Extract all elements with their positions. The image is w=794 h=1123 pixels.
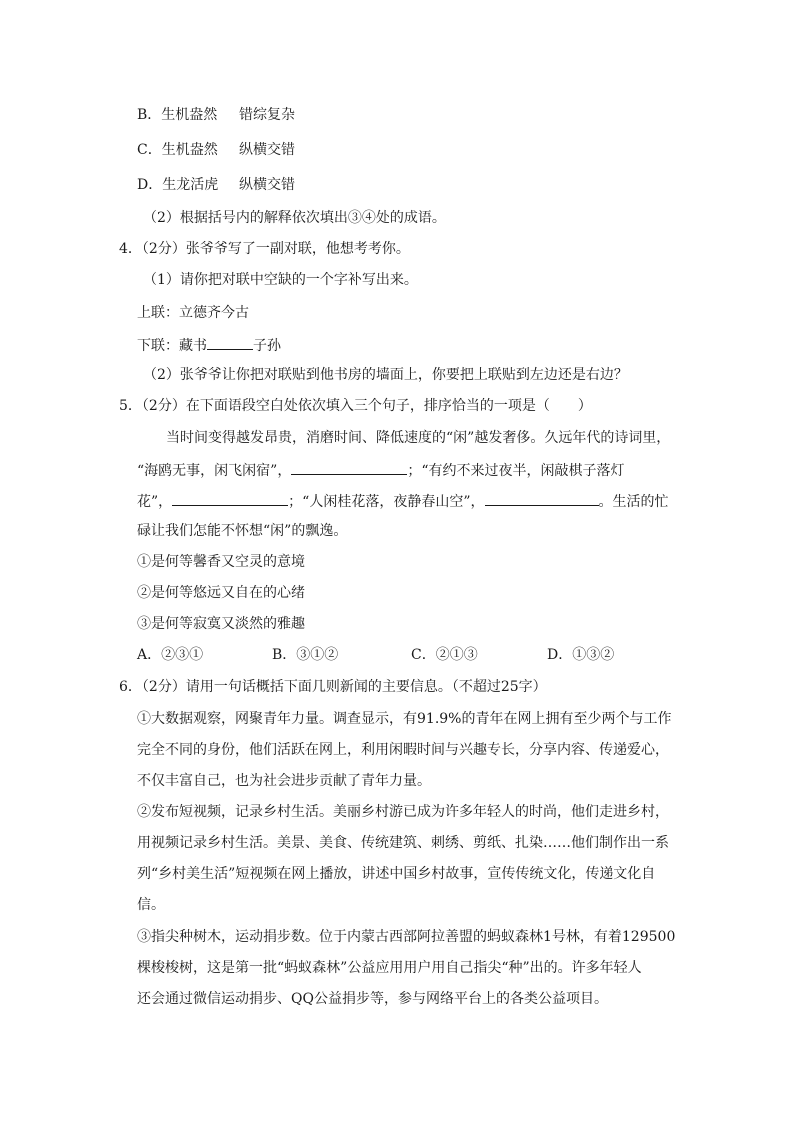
q3-option-b bbox=[137, 106, 295, 124]
q5-choice-d[interactable]: D．①③② bbox=[547, 647, 615, 663]
q5-sentence-1: ①是何等馨香又空灵的意境 bbox=[137, 554, 305, 570]
q4-sub1: （1）请你把对联中空缺的一个字补写出来。 bbox=[143, 272, 418, 288]
q5-passage-line3 bbox=[137, 491, 669, 511]
q3-option-c-label: C．生机盎然 bbox=[137, 142, 218, 158]
q6-news2-line4: 信。 bbox=[137, 897, 165, 913]
q5-p2a: “海鸥无事，闲飞闲宿”， bbox=[137, 463, 292, 479]
q6-news3-line1: ③指尖种树木，运动捐步数。位于内蒙古西部阿拉善盟的蚂蚁森林1号林，有着129500 bbox=[137, 929, 676, 945]
q3-option-d-label: D．生龙活虎 bbox=[137, 177, 219, 193]
q3-option-d bbox=[137, 176, 295, 194]
q6-news1-line3: 不仅丰富自己，也为社会进步贡献了青年力量。 bbox=[137, 773, 431, 789]
q4-lower-couplet bbox=[137, 335, 281, 355]
q3-option-b-label: B．生机盎然 bbox=[137, 107, 218, 123]
q5-passage-line2 bbox=[137, 460, 625, 480]
q5-passage-line4: 碌让我们怎能不怀想“闲”的飘逸。 bbox=[137, 523, 348, 539]
q6-news3-line2: 棵梭梭树，这是第一批“蚂蚁森林”公益应用用户用自己指尖“种”出的。许多年轻人 bbox=[137, 960, 642, 976]
q5-passage-line1: 当时间变得越发昂贵，消磨时间、降低速度的“闲”越发奢侈。久远年代的诗词里， bbox=[166, 430, 671, 446]
q6-news2-line2: 用视频记录乡村生活。美景、美食、传统建筑、刺绣、剪纸、扎染……他们制作出一系 bbox=[137, 835, 669, 851]
q4-stem: 4．（2分）张爷爷写了一副对联，他想考考你。 bbox=[119, 241, 410, 257]
q4-lower-pre: 下联：藏书 bbox=[137, 338, 207, 354]
q6-news2-line1: ②发布短视频，记录乡村生活。美丽乡村游已成为许多年轻人的时尚，他们走进乡村， bbox=[137, 804, 669, 820]
q5-sentence-2: ②是何等悠远又自在的心绪 bbox=[137, 585, 305, 601]
q5-p3b: ；“人闲桂花落，夜静春山空”， bbox=[288, 494, 485, 510]
q5-choice-b[interactable]: B．③①② bbox=[272, 647, 339, 663]
q5-stem: 5．（2分）在下面语段空白处依次填入三个句子，排序恰当的一项是（ ） bbox=[119, 398, 592, 414]
q5-p2b: ；“有约不来过夜半，闲敲棋子落灯 bbox=[407, 463, 625, 479]
q3-option-d-text: 纵横交错 bbox=[239, 177, 295, 193]
q3-option-b-text: 错综复杂 bbox=[239, 107, 295, 123]
q6-stem: 6．（2分）请用一句话概括下面几则新闻的主要信息。（不超过25字） bbox=[119, 679, 547, 695]
q5-blank-1[interactable] bbox=[291, 460, 407, 475]
q5-p3a: 花”， bbox=[137, 494, 173, 510]
q5-blank-2[interactable] bbox=[172, 491, 288, 506]
q5-p3c: 。生活的忙 bbox=[598, 494, 669, 510]
q4-answer-blank[interactable] bbox=[207, 335, 253, 350]
q4-sub2: （2）张爷爷让你把对联贴到他书房的墙面上，你要把上联贴到左边还是右边？ bbox=[143, 367, 628, 383]
q6-news1-line2: 完全不同的身份，他们活跃在网上，利用闲暇时间与兴趣专长，分享内容、传递爱心， bbox=[137, 742, 669, 758]
q4-upper-couplet: 上联：立德齐今古 bbox=[137, 305, 249, 321]
q3-option-c bbox=[137, 141, 295, 159]
q3-sub2: （2）根据括号内的解释依次填出③④处的成语。 bbox=[143, 210, 446, 226]
q3-option-c-text: 纵横交错 bbox=[239, 142, 295, 158]
q5-choice-a[interactable]: A．②③① bbox=[137, 647, 204, 663]
q5-blank-3[interactable] bbox=[485, 491, 599, 506]
q5-choice-c[interactable]: C．②①③ bbox=[411, 647, 478, 663]
q6-news3-line3: 还会通过微信运动捐步、QQ公益捐步等，参与网络平台上的各类公益项目。 bbox=[137, 991, 608, 1007]
q4-lower-post: 子孙 bbox=[253, 338, 281, 354]
q6-news2-line3: 列“乡村美生活”短视频在网上播放，讲述中国乡村故事，宣传传统文化，传递文化自 bbox=[137, 866, 656, 882]
q6-news1-line1: ①大数据观察，网聚青年力量。调查显示，有91.9%的青年在网上拥有至少两个与工作 bbox=[137, 711, 672, 727]
q5-sentence-3: ③是何等寂寞又淡然的雅趣 bbox=[137, 616, 305, 632]
